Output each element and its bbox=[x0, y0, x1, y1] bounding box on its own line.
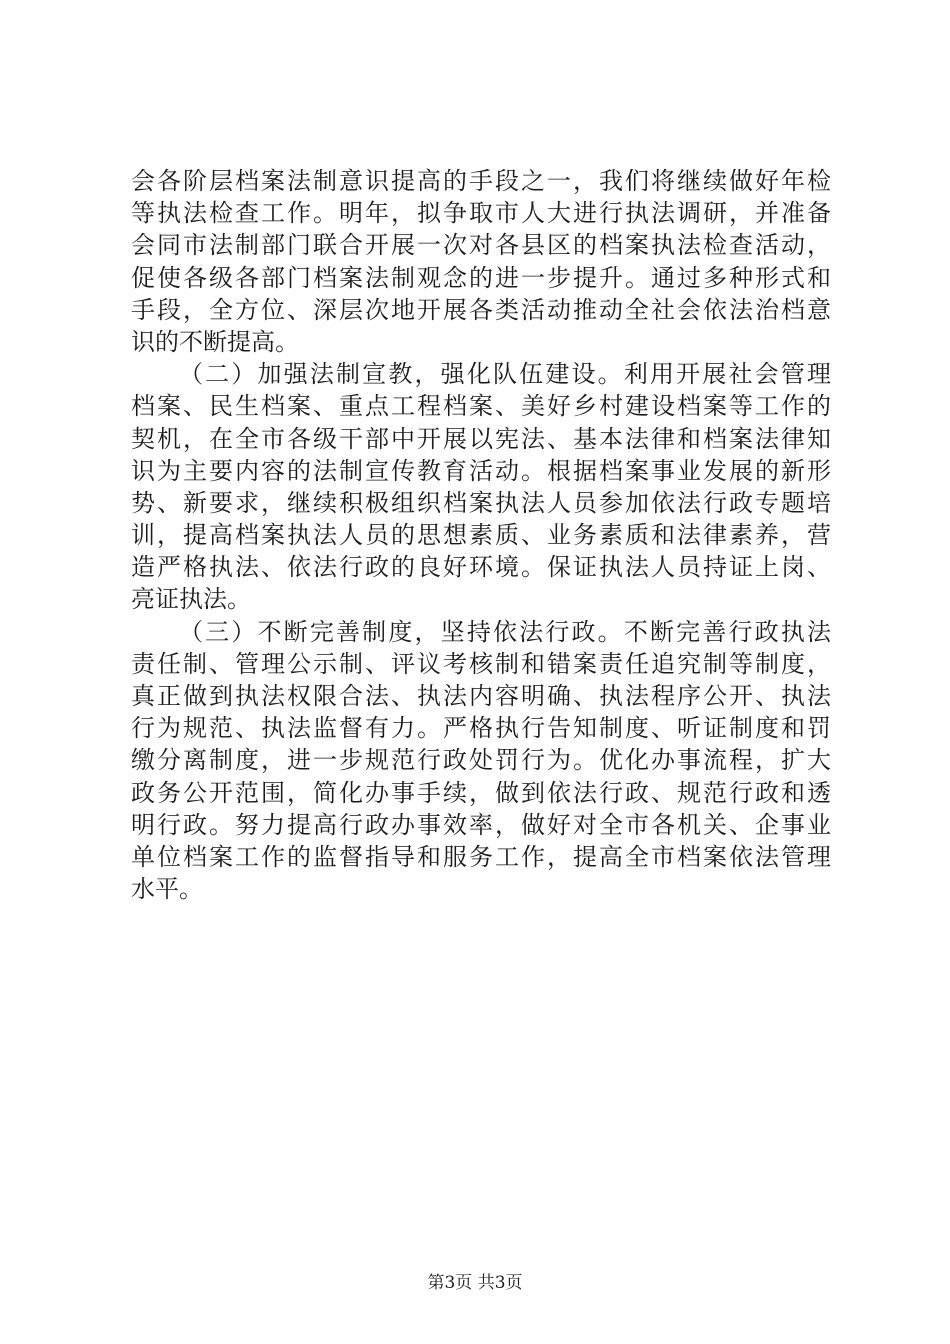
body-line: 会各阶层档案法制意识提高的手段之一，我们将继续做好年检 bbox=[131, 167, 831, 195]
page-number-footer: 第3页 共3页 bbox=[427, 1273, 523, 1293]
document-body bbox=[131, 165, 831, 905]
body-line: 识的不断提高。 bbox=[131, 327, 299, 356]
section-heading-line: （二）加强法制宣教，强化队伍建设。利用开展社会管理 bbox=[179, 360, 831, 389]
body-line: 责任制、管理公示制、评议考核制和错案责任追究制等制度， bbox=[131, 649, 831, 678]
section-heading-line: （三）不断完善制度，坚持依法行政。不断完善行政执法 bbox=[179, 617, 831, 646]
body-line: 势、新要求，继续积极组织档案执法人员参加依法行政专题培 bbox=[131, 488, 831, 517]
body-line: 单位档案工作的监督指导和服务工作，提高全市档案依法管理 bbox=[131, 842, 831, 871]
body-line: 契机，在全市各级干部中开展以宪法、基本法律和档案法律知 bbox=[131, 424, 831, 453]
body-line: 造严格执法、依法行政的良好环境。保证执法人员持证上岗、 bbox=[131, 553, 831, 582]
body-line: 会同市法制部门联合开展一次对各县区的档案执法检查活动， bbox=[131, 231, 831, 260]
body-line: 行为规范、执法监督有力。严格执行告知制度、听证制度和罚 bbox=[131, 714, 831, 743]
body-line: 识为主要内容的法制宣传教育活动。根据档案事业发展的新形 bbox=[131, 456, 831, 485]
body-line: 等执法检查工作。明年，拟争取市人大进行执法调研，并准备 bbox=[131, 199, 831, 228]
body-line: 档案、民生档案、重点工程档案、美好乡村建设档案等工作的 bbox=[131, 392, 831, 421]
body-line: 水平。 bbox=[131, 875, 203, 904]
body-line: 明行政。努力提高行政办事效率，做好对全市各机关、企事业 bbox=[131, 810, 831, 839]
body-line: 政务公开范围，简化办事手续，做到依法行政、规范行政和透 bbox=[131, 778, 831, 807]
body-line: 促使各级各部门档案法制观念的进一步提升。通过多种形式和 bbox=[131, 263, 831, 292]
body-line: 真正做到执法权限合法、执法内容明确、执法程序公开、执法 bbox=[131, 682, 831, 710]
body-line: 亮证执法。 bbox=[131, 585, 251, 614]
body-line: 手段，全方位、深层次地开展各类活动推动全社会依法治档意 bbox=[131, 295, 831, 324]
body-line: 缴分离制度，进一步规范行政处罚行为。优化办事流程，扩大 bbox=[131, 746, 831, 775]
body-line: 训，提高档案执法人员的思想素质、业务素质和法律素养，营 bbox=[131, 521, 831, 550]
